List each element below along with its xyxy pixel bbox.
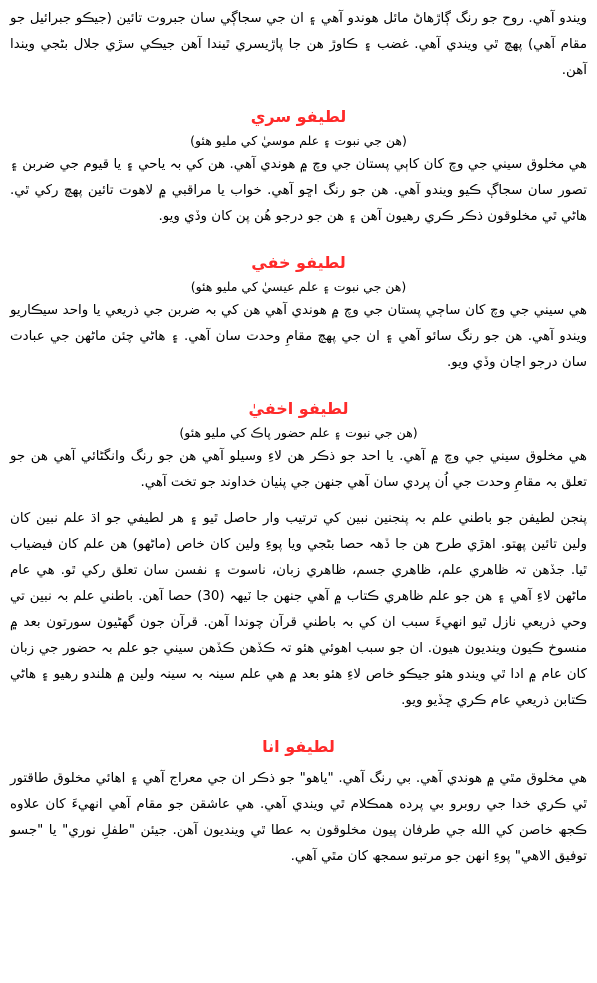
section-subtitle: (هن جي نبوت ۽ علم موسيٰ کي مليو هئو) [190, 133, 407, 148]
spacer [10, 376, 587, 396]
section-latifo-akhfa [10, 396, 587, 714]
section-latifo-siri [10, 104, 587, 230]
section-paragraph: هي مخلوق مٿي ۾ هوندي آهي. بي رنگ آهي. "ياهو" جو ذڪر ان جي معراج آهي ۽ اهائي مخلوق طاقتور ٿي ڪري خدا جي روبرو بي پرده همڪلام ٿي ويندي آهي. هي عاشقن جو مقام آهي انهيءَ کان علاوه ڪجھ خاصن کي الله جي طرفان پيون مخلوقون بہ عطا ٿي وينديون آهن. جيئن "طفلِ نوري" يا "جسو توفيق الاهي" پوءِ انهن جو مرتبو سمجھ کان مٿي آهي. [10, 771, 587, 864]
section-paragraph: هي مخلوق سيني جي وچ کان کاٻي پستان جي وچ ۾ هوندي آهي. هن کي بہ ياحي ۽ يا قيوم جي ضربن ۽ تصور سان سجاڳ ڪيو ويندو آهي. هن جو رنگ اڇو آهي. خواب يا مراقبي ۾ لاهوت تائين پهچ رکي ٿي. هاڻي ٿي مخلوقون ذڪر ڪري رهيون آهن ۽ هن جو درجو هُن پن کان وڏي ويو. [10, 157, 587, 224]
section-latifo-khafi [10, 250, 587, 376]
section-title: لطيفو سري [250, 107, 347, 126]
section-title: لطيفو انا [262, 737, 335, 756]
spacer [10, 84, 587, 104]
section-subtitle: (هن جي نبوت ۽ علم حضور پاڪ کي مليو هئو) [179, 425, 418, 440]
section-title: لطيفو اخفيٰ [248, 399, 349, 418]
intro-paragraph: ويندو آهي. روح جو رنگ ڳاڙهاڻ مائل هوندو آهي ۽ ان جي سجاڳي سان جبروت تائين (جيڪو جبرائيل جو مقام آهي) پهچ ٿي ويندي آهي. غضب ۽ ڪاوڙ هن جا پاڙيسري ٿيندا آهن جيڪي سڙي جلال بڻجي ويندا آهن. [10, 11, 587, 78]
section-title: لطيفو خفي [251, 253, 346, 272]
spacer [10, 714, 587, 734]
section-latifo-ana [10, 734, 587, 870]
section-subtitle: (هن جي نبوت ۽ علم عيسيٰ کي مليو هئو) [190, 279, 407, 294]
section-paragraph: هي مخلوق سيني جي وچ ۾ آهي. يا احد جو ذڪر هن لاءِ وسيلو آهي هن جو رنگ وانگڻائي آهي هن جو تعلق بہ مقامِ وحدت جي اُن پردي سان آهي جنهن جي پٺيان خداوند جو تخت آهي. [10, 449, 587, 490]
spacer [10, 496, 587, 506]
section-paragraph-extra: پنجن لطيفن جو باطني علم بہ پنجنين نبين کي ترتيب وار حاصل ٿيو ۽ هر لطيفي جو اڌ علم نبين کان ولين تائين پهتو. اهڙي طرح هن جا ڏهہ حصا بڻجي ويا پوءِ ولين کان خاص (ماڻهو) هن علم کان فيضياب ٿيا. جڏهن تہ ظاهري علم، ظاهري جسم، ظاهري زبان، ناسوت ۽ نفسن سان تعلق رکي ٿو. هي عام ماڻهن لاءِ آهي ۽ هن جو علم ظاهري ڪتاب ۾ آهي جنهن جا ٽيهہ (30) حصا آهن. باطني علم بہ نبين تي وحي ذريعي نازل ٿيو انهيءَ سبب ان کي بہ باطني قرآن چوندا آهن. قرآن جون گھڻيون سورتون بعد ۾ منسوخ ڪيون وينديون هيون. ان جو سبب اهوئي هئو تہ ڪڏهن ڪڏهن سيني جو علم بہ حضور جي زبان کان عام ۾ ادا ٿي ويندو هئو جيڪو خاص لاءِ هئو بعد ۾ هي علم سينہ بہ سينہ ولين ۾ هلندو رهيو ۽ هاڻي ڪتابن ذريعي عام ڪري ڇڏيو ويو. [10, 511, 587, 708]
section-paragraph: هي سيني جي وچ کان ساڄي پستان جي وچ ۾ هوندي آهي هن کي بہ ضربن جي ذريعي يا واحد سيڪاريو ويندو آهي. هن جو رنگ سائو آهي ۽ ان جي پهچ مقامِ وحدت سان آهي. ۽ هاڻي چئن ماڻهن جي عبادت سان درجو اڃان وڏي ويو. [10, 303, 587, 370]
spacer [10, 230, 587, 250]
